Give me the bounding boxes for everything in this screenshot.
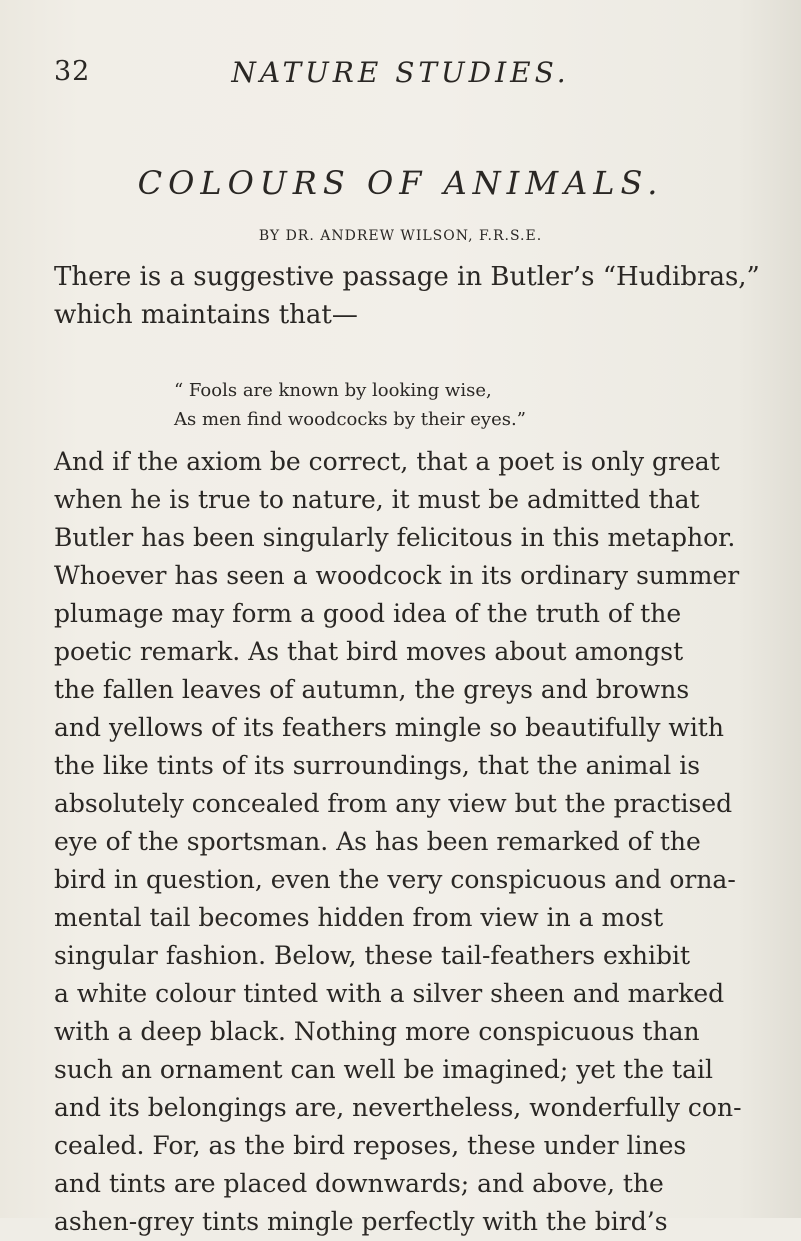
opening-paragraph	[54, 258, 790, 334]
paragraph-line: cealed. For, as the bird reposes, these under lines	[54, 1131, 687, 1160]
article-title: COLOURS OF ANIMALS.	[137, 164, 664, 202]
paragraph-line: Whoever has seen a woodcock in its ordinary summer	[54, 561, 740, 590]
paragraph-line: which maintains that—	[54, 300, 358, 330]
paragraph-line: Butler has been singularly felicitous in this metaphor.	[54, 523, 736, 552]
paragraph-line: and tints are placed downwards; and above, the	[54, 1169, 664, 1198]
running-head	[0, 56, 801, 96]
paragraph-line: plumage may form a good idea of the truth of the	[54, 599, 682, 628]
byline: BY DR. ANDREW WILSON, F.R.S.E.	[258, 228, 543, 244]
verse-quote	[174, 376, 734, 434]
quote-line: As men find woodcocks by their eyes.”	[174, 409, 526, 430]
running-title: NATURE STUDIES.	[231, 56, 570, 89]
paragraph-line: poetic remark. As that bird moves about amongst	[54, 637, 684, 666]
paragraph-line: the like tints of its surroundings, that the animal is	[54, 751, 701, 780]
paragraph-line: ashen-grey tints mingle perfectly with the bird’s	[54, 1207, 668, 1236]
paragraph-line: And if the axiom be correct, that a poet is only great	[54, 447, 720, 476]
paragraph-line: bird in question, even the very conspicuous and orna-	[54, 865, 736, 894]
paragraph-line: There is a suggestive passage in Butler’s “Hudibras,”	[54, 262, 760, 292]
paragraph-line: absolutely concealed from any view but the practised	[54, 789, 733, 818]
page-number: 32	[54, 56, 91, 87]
paragraph-line: such an ornament can well be imagined; yet the tail	[54, 1055, 713, 1084]
paragraph-line: mental tail becomes hidden from view in a most	[54, 903, 664, 932]
paragraph-line: and its belongings are, nevertheless, wonderfully con-	[54, 1093, 742, 1122]
paragraph-line: the fallen leaves of autumn, the greys and browns	[54, 675, 690, 704]
main-paragraph	[54, 443, 790, 1241]
paragraph-line: singular fashion. Below, these tail-feathers exhibit	[54, 941, 691, 970]
paragraph-line: eye of the sportsman. As has been remarked of the	[54, 827, 701, 856]
paragraph-line: and yellows of its feathers mingle so beautifully with	[54, 713, 724, 742]
paragraph-line: a white colour tinted with a silver sheen and marked	[54, 979, 725, 1008]
paragraph-line: when he is true to nature, it must be admitted that	[54, 485, 700, 514]
quote-line: “ Fools are known by looking wise,	[174, 380, 492, 401]
paragraph-line: with a deep black. Nothing more conspicuous than	[54, 1017, 700, 1046]
